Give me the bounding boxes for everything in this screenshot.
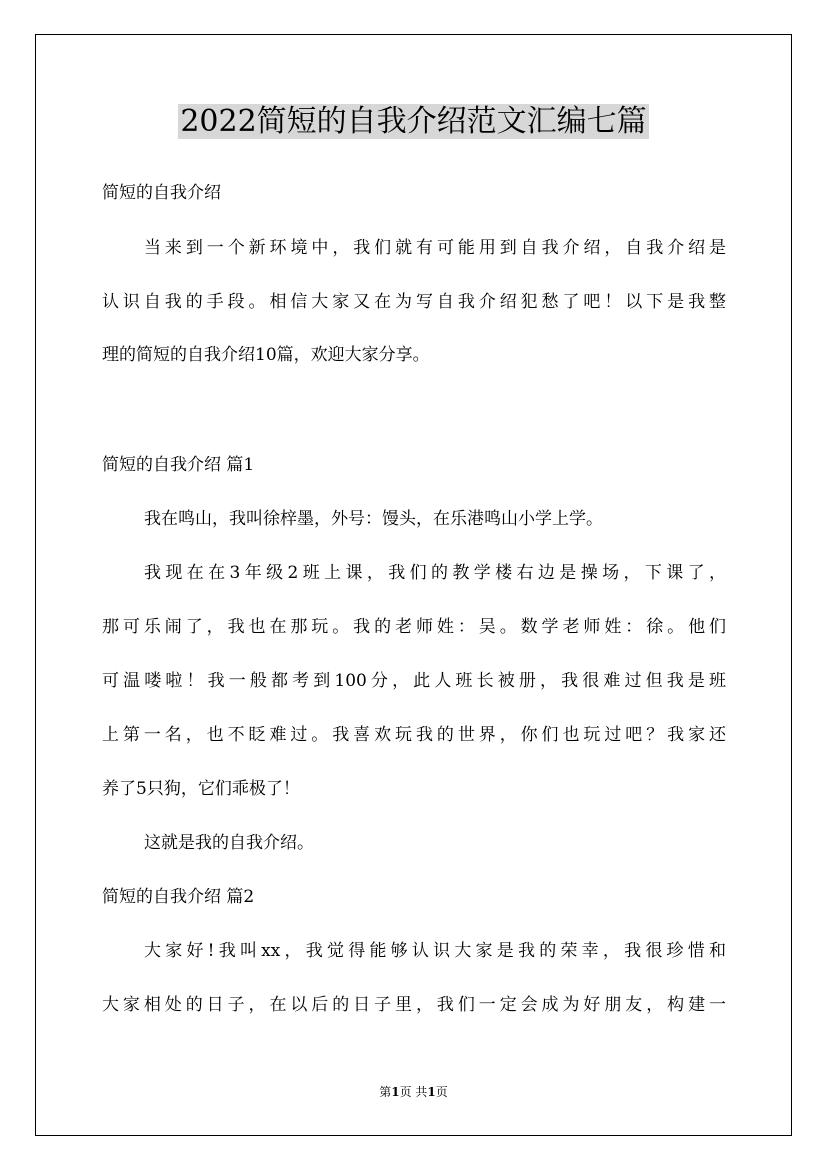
- paragraph-line: 当来到一个新环境中，我们就有可能用到自我介绍，自我介绍是: [144, 238, 726, 258]
- paragraph-line: 这就是我的自我介绍。: [144, 833, 314, 853]
- section-heading-intro: 简短的自我介绍: [102, 183, 221, 203]
- paragraph-line: 大家好!我叫xx，我觉得能够认识大家是我的荣幸，我很珍惜和: [144, 941, 726, 961]
- paragraph-line: 那可乐闹了，我也在那玩。我的老师姓：吴。数学老师姓：徐。他们: [102, 617, 726, 637]
- paragraph-line: 大家相处的日子，在以后的日子里，我们一定会成为好朋友，构建一: [102, 995, 726, 1015]
- section-heading-2: 简短的自我介绍 篇2: [102, 887, 255, 907]
- paragraph-line: 可温喽啦！我一般都考到100分，此人班长被册，我很难过但我是班: [102, 671, 726, 691]
- page-footer: 第1页 共1页: [379, 1085, 448, 1099]
- paragraph-line: 理的简短的自我介绍10篇，欢迎大家分享。: [102, 345, 430, 365]
- page-total: 1: [427, 1085, 436, 1099]
- document-title: 2022简短的自我介绍范文汇编七篇: [180, 104, 647, 139]
- paragraph-line: 上第一名，也不眨难过。我喜欢玩我的世界，你们也玩过吧？我家还: [102, 725, 726, 745]
- section-heading-1: 简短的自我介绍 篇1: [102, 455, 255, 475]
- paragraph-line: 我在鸣山，我叫徐梓墨，外号：馒头，在乐港鸣山小学上学。: [144, 509, 603, 529]
- page-number: 1: [391, 1085, 400, 1099]
- paragraph-line: 养了5只狗，它们乖极了！: [102, 779, 300, 799]
- paragraph-line: 我现在在3年级2班上课，我们的教学楼右边是操场，下课了，: [144, 563, 726, 583]
- paragraph-line: 认识自我的手段。相信大家又在为写自我介绍犯愁了吧！以下是我整: [102, 292, 726, 312]
